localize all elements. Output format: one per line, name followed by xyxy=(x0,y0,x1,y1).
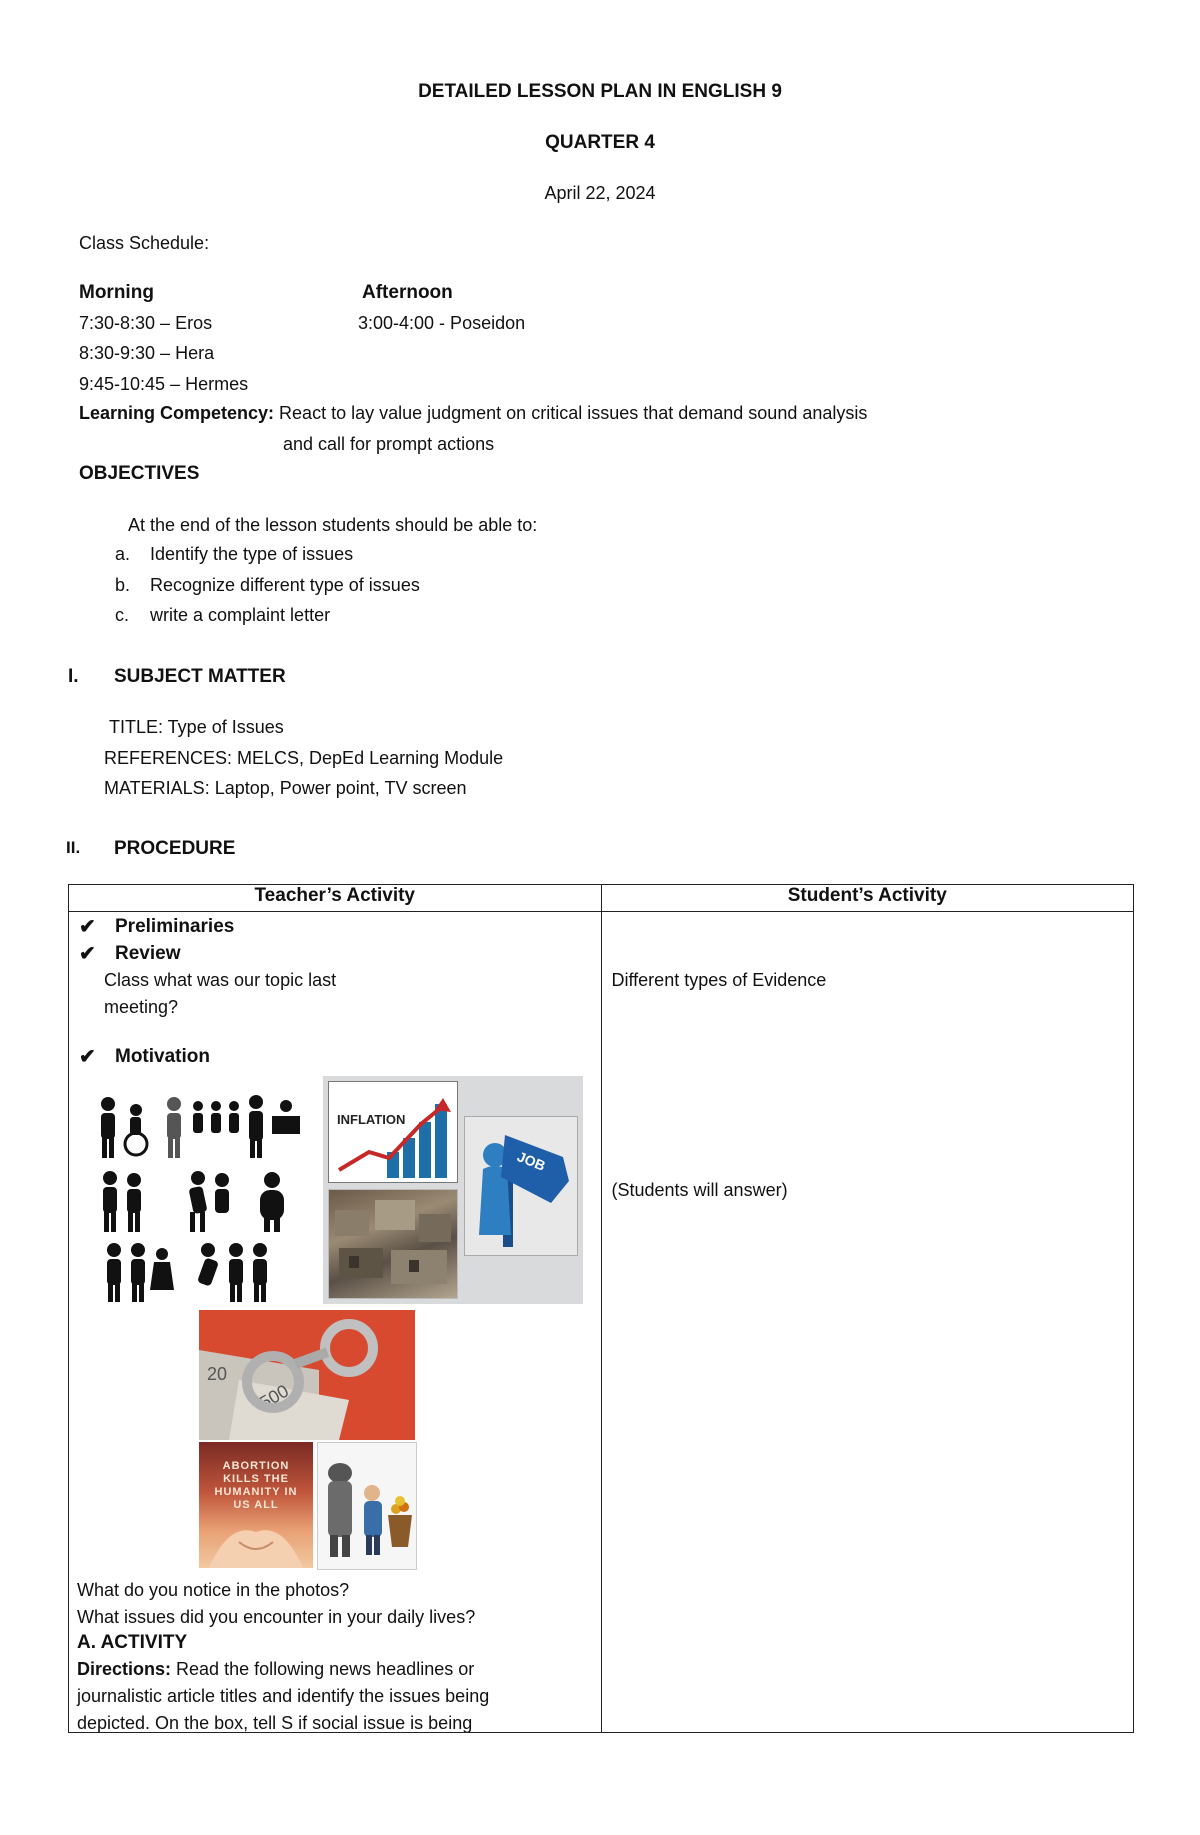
materials: MATERIALS: Laptop, Power point, TV screen xyxy=(104,778,467,798)
competency-text-cont: and call for prompt actions xyxy=(283,434,495,454)
student-answer-review: Different types of Evidence xyxy=(611,970,827,990)
review-question-cont: meeting? xyxy=(104,997,179,1017)
student-activity-cell xyxy=(601,912,1134,1733)
abortion-poster-photo xyxy=(199,1442,313,1568)
hands-icon xyxy=(199,1502,313,1568)
afternoon-title: Afternoon xyxy=(362,282,453,303)
job-sign-icon xyxy=(465,1117,577,1255)
motivation-label: Motivation xyxy=(115,1046,210,1067)
objective-item: Recognize different type of issues xyxy=(150,575,420,595)
objective-item: Identify the type of issues xyxy=(150,544,354,564)
teacher-activity-cell xyxy=(69,912,602,1733)
svg-text:20: 20 xyxy=(207,1364,228,1384)
competency-label: Learning Competency: xyxy=(79,403,275,423)
objective-marker: b. xyxy=(115,575,131,595)
quarter-label: QUARTER 4 xyxy=(545,132,655,153)
preliminaries-label: Preliminaries xyxy=(115,916,235,937)
subject-matter-numeral: I. xyxy=(68,666,79,687)
document-title: DETAILED LESSON PLAN IN ENGLISH 9 xyxy=(418,81,782,102)
objective-item: write a complaint letter xyxy=(150,605,331,625)
table-row xyxy=(69,912,1134,1733)
poverty-slum-photo xyxy=(328,1189,458,1299)
directions-text-cont: journalistic article titles and identify the issues being xyxy=(77,1686,490,1706)
morning-title: Morning xyxy=(79,282,154,303)
objectives-title: OBJECTIVES xyxy=(79,463,200,484)
learning-competency xyxy=(79,403,867,424)
student-activity-header: Student’s Activity xyxy=(601,885,1134,912)
activity-heading: A. ACTIVITY xyxy=(77,1632,188,1653)
schedule-label: Class Schedule: xyxy=(79,233,210,253)
issues-photo-collage xyxy=(86,1076,601,1304)
shanty-icon xyxy=(329,1190,457,1298)
objective-marker: a. xyxy=(115,544,131,564)
directions-text: Read the following news headlines or xyxy=(171,1659,475,1679)
student-answer-motivation: (Students will answer) xyxy=(611,1180,788,1200)
issues-photo-collage-2 xyxy=(199,1310,417,1568)
lesson-date: April 22, 2024 xyxy=(544,183,656,203)
check-icon: ✔ xyxy=(79,916,96,938)
objectives-intro: At the end of the lesson students should be able to: xyxy=(128,515,538,535)
morning-slot: 8:30-9:30 – Hera xyxy=(79,343,215,363)
review-label: Review xyxy=(115,943,181,964)
subject-matter-title: SUBJECT MATTER xyxy=(114,666,286,687)
job-sign-label: JOB xyxy=(515,1148,548,1174)
poverty-cartoon-photo xyxy=(317,1442,417,1570)
table-header-row xyxy=(69,885,1134,912)
review-question: Class what was our topic last xyxy=(104,970,337,990)
teacher-activity-header: Teacher’s Activity xyxy=(69,885,602,912)
morning-slot: 7:30-8:30 – Eros xyxy=(79,313,213,333)
procedure-table xyxy=(68,884,1134,1733)
objective-marker: c. xyxy=(115,605,130,625)
check-icon: ✔ xyxy=(79,1046,96,1068)
issues-question: What issues did you encounter in your daily lives? xyxy=(77,1607,476,1627)
notice-question: What do you notice in the photos? xyxy=(77,1580,350,1600)
directions-line xyxy=(77,1659,474,1680)
job-sign-photo xyxy=(464,1116,578,1256)
morning-slot: 9:45-10:45 – Hermes xyxy=(79,374,249,394)
directions-text-cont: depicted. On the box, tell S if social issue is being xyxy=(77,1713,473,1732)
inflation-bars-icon xyxy=(329,1082,457,1182)
references: REFERENCES: MELCS, DepEd Learning Module xyxy=(104,748,504,768)
afternoon-slot: 3:00-4:00 - Poseidon xyxy=(358,313,526,333)
people-icons xyxy=(86,1076,311,1304)
corruption-handcuffs-photo xyxy=(199,1310,415,1440)
people-pictogram-photo xyxy=(86,1076,311,1304)
lesson-title: TITLE: Type of Issues xyxy=(109,717,284,737)
check-icon: ✔ xyxy=(79,943,96,965)
directions-label: Directions: xyxy=(77,1659,172,1679)
procedure-title: PROCEDURE xyxy=(114,838,236,859)
inflation-chart-photo xyxy=(328,1081,458,1183)
procedure-numeral: II. xyxy=(66,838,81,857)
svg-text:500: 500 xyxy=(256,1380,293,1413)
inflation-label: INFLATION xyxy=(337,1112,406,1127)
abortion-poster-text: ABORTION KILLS THE HUMANITY IN US ALL xyxy=(214,1460,298,1511)
cartoon-people-icon xyxy=(318,1443,416,1569)
competency-text: React to lay value judgment on critical issues that demand sound analysis xyxy=(279,403,868,423)
handcuffs-icon xyxy=(199,1310,415,1440)
